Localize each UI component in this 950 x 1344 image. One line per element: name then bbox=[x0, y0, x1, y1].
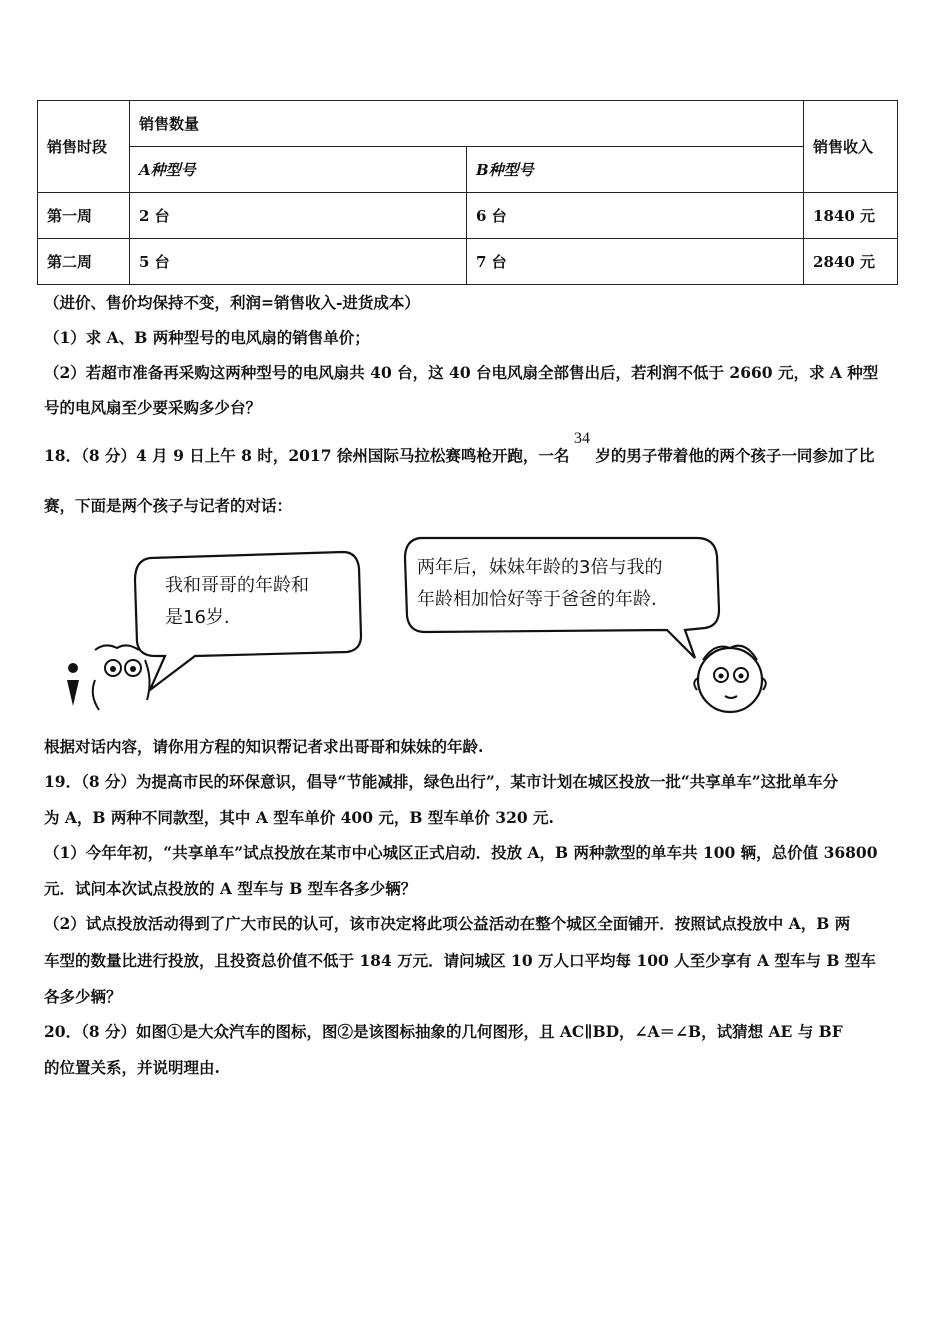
left-bubble-text bbox=[165, 570, 309, 634]
row-income: 1840 元 bbox=[804, 193, 898, 239]
q19-line5: （2）试点投放活动得到了广大市民的认可，该市决定将此项公益活动在整个城区全面铺开．按照试点投放中 A，B 两 bbox=[44, 914, 851, 933]
q18-line1-start: 18．（8 分）4 月 9 日上午 8 时，2017 徐州国际马拉松赛鸣枪开跑，一名 bbox=[44, 446, 570, 465]
header-quantity: 销售数量 bbox=[130, 101, 804, 147]
row-income: 2840 元 bbox=[804, 239, 898, 285]
q18-line1-end: 岁的男子带着他的两个孩子一同参加了比 bbox=[595, 446, 875, 465]
q19-line7: 各多少辆？ bbox=[44, 987, 122, 1006]
row-qty-a: 2 台 bbox=[130, 193, 467, 239]
right-bubble-line1: 两年后，妹妹年龄的3倍与我的 bbox=[417, 557, 663, 578]
header-income: 销售收入 bbox=[804, 101, 898, 193]
row-qty-a: 5 台 bbox=[130, 239, 467, 285]
q18-line3: 根据对话内容，请你用方程的知识帮记者求出哥哥和妹妹的年龄. bbox=[44, 737, 484, 756]
q17-note: （进价、售价均保持不变，利润=销售收入-进货成本） bbox=[44, 293, 420, 312]
q20-line2: 的位置关系，并说明理由. bbox=[44, 1058, 220, 1077]
q19-line2: 为 A，B 两种不同款型，其中 A 型车单价 400 元，B 型车单价 320 元. bbox=[44, 808, 554, 827]
q18-line2: 赛，下面是两个孩子与记者的对话： bbox=[44, 496, 293, 515]
q17-part2-line1: （2）若超市准备再采购这两种型号的电风扇共 40 台，这 40 台电风扇全部售出后，若利润不低于 2660 元，求 A 种型 bbox=[44, 363, 879, 382]
header-type-a: A种型号 bbox=[130, 147, 467, 193]
q17-part2-line2: 号的电风扇至少要采购多少台？ bbox=[44, 398, 262, 417]
row-qty-b: 6 台 bbox=[467, 193, 804, 239]
row-period: 第二周 bbox=[38, 239, 130, 285]
header-period: 销售时段 bbox=[38, 101, 130, 193]
row-qty-b: 7 台 bbox=[467, 239, 804, 285]
right-bubble-text bbox=[417, 552, 662, 616]
table-row bbox=[38, 239, 898, 285]
q19-line4: 元．试问本次试点投放的 A 型车与 B 型车各多少辆？ bbox=[44, 879, 417, 898]
row-period: 第一周 bbox=[38, 193, 130, 239]
right-bubble-line2: 年龄相加恰好等于爸爸的年龄. bbox=[417, 589, 657, 610]
header-type-b: B种型号 bbox=[467, 147, 804, 193]
dialogue-illustration bbox=[55, 530, 775, 730]
q19-line3: （1）今年年初，“共享单车”试点投放在某市中心城区正式启动．投放 A，B 两种款型的单车共 100 辆，总价值 36800 bbox=[44, 843, 878, 862]
q17-part1: （1）求 A、B 两种型号的电风扇的销售单价； bbox=[44, 328, 370, 347]
left-bubble-line2: 是16岁. bbox=[165, 607, 230, 628]
q20-line1: 20．（8 分）如图①是大众汽车的图标，图②是该图标抽象的几何图形，且 AC∥BD，∠A＝∠B，试猜想 AE 与 BF bbox=[44, 1022, 843, 1041]
table-row bbox=[38, 193, 898, 239]
sales-table bbox=[37, 100, 898, 285]
left-bubble-line1: 我和哥哥的年龄和 bbox=[165, 575, 309, 596]
q18-age: 34 bbox=[574, 430, 590, 447]
q19-line1: 19．（8 分）为提高市民的环保意识，倡导“节能减排，绿色出行”，某市计划在城区投放一批“共享单车”这批单车分 bbox=[44, 772, 839, 791]
dialogue-drawing bbox=[55, 530, 775, 730]
q18-line1 bbox=[44, 446, 874, 466]
q19-line6: 车型的数量比进行投放，且投资总价值不低于 184 万元．请问城区 10 万人口平均每 100 人至少享有 A 型车与 B 型车 bbox=[44, 951, 876, 970]
